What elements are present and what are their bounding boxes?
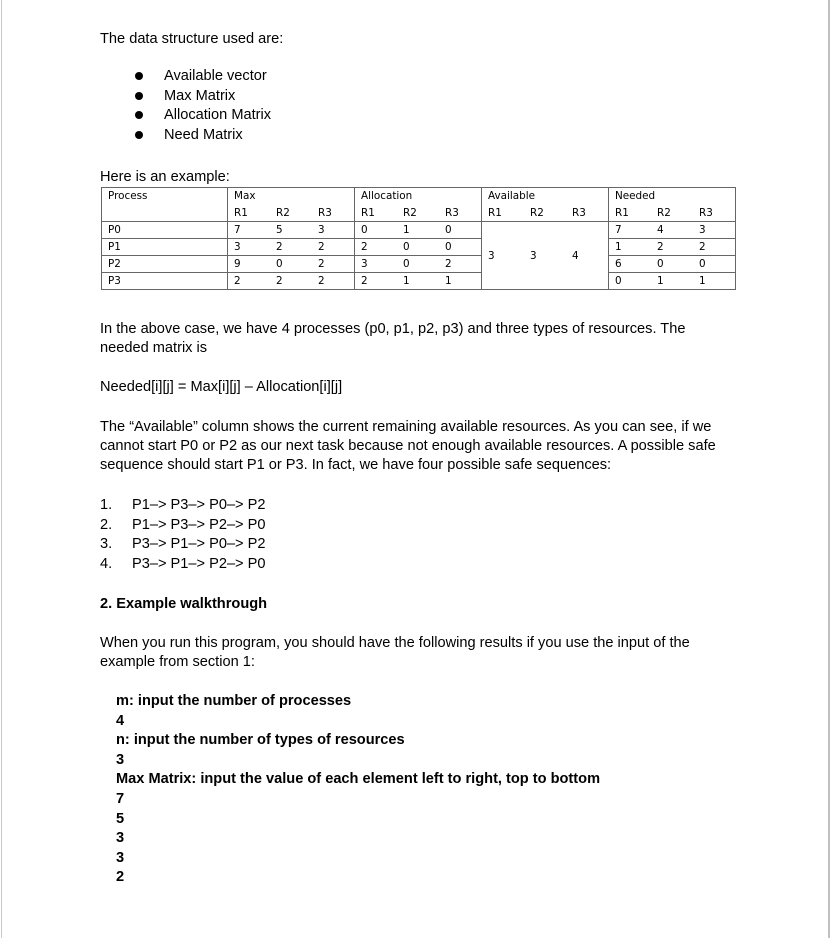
allocation-cells: 2 1 1 — [355, 273, 482, 290]
paragraph-2-line-2: cannot start P0 or P2 as our next task because not enough available resources. A possible safe — [100, 438, 716, 454]
example-label: Here is an example: — [100, 169, 230, 185]
list-item — [134, 67, 271, 87]
bullet-icon — [135, 92, 143, 100]
list-item — [100, 516, 265, 536]
allocation-cells: 0 1 0 — [355, 222, 482, 239]
paragraph-2-line-1: The “Available” column shows the current remaining available resources. As you can see, if we — [100, 419, 712, 435]
process-cell: P1 — [102, 239, 228, 256]
section-heading: 2. Example walkthrough — [100, 596, 268, 612]
console-line: 3 — [116, 751, 125, 768]
bullet-icon — [135, 111, 143, 119]
table-row — [102, 273, 736, 290]
console-line: 5 — [116, 810, 125, 827]
table-row — [102, 239, 736, 256]
list-item-label: Available vector — [164, 68, 267, 84]
process-header: Process — [102, 188, 228, 222]
needed-cells: 0 1 1 — [609, 273, 736, 290]
list-item-label: Allocation Matrix — [164, 107, 272, 124]
list-item — [134, 126, 271, 146]
needed-formula: Needed[i][j] = Max[i][j] – Allocation[i][j] — [100, 379, 343, 395]
sequence-text: P1–> P3–> P0–> P2 — [132, 497, 266, 513]
console-line: m: input the number of processes — [116, 693, 352, 709]
available-resource-headers: R1 R2 R3 — [482, 205, 609, 222]
list-item — [134, 87, 271, 107]
max-cells: 3 2 2 — [228, 239, 355, 256]
paragraph-1-line-2: needed matrix is — [100, 340, 208, 356]
console-line: 7 — [116, 790, 125, 807]
console-output — [116, 692, 600, 888]
paragraph-3-line-1: When you run this program, you should have the following results if you use the input of the — [100, 635, 690, 651]
max-header: Max — [228, 188, 355, 205]
needed-cells: 7 4 3 — [609, 222, 736, 239]
available-header: Available — [482, 188, 609, 205]
process-cell: P0 — [102, 222, 228, 239]
list-item — [134, 106, 271, 126]
available-cells: 3 3 4 — [482, 222, 609, 290]
safe-sequence-list — [100, 496, 265, 574]
bullet-icon — [135, 131, 143, 139]
paragraph-2-line-3: sequence should start P1 or P3. In fact, we have four possible safe sequences: — [100, 457, 612, 473]
needed-header: Needed — [609, 188, 736, 205]
list-number: 3. — [100, 536, 113, 553]
process-cell: P3 — [102, 273, 228, 290]
list-item-label: Max Matrix — [164, 87, 236, 104]
allocation-resource-headers: R1 R2 R3 — [355, 205, 482, 222]
allocation-cells: 2 0 0 — [355, 239, 482, 256]
max-cells: 2 2 2 — [228, 273, 355, 290]
paragraph-3-line-2: example from section 1: — [100, 654, 255, 670]
bullet-icon — [135, 72, 143, 80]
list-number: 1. — [100, 497, 113, 513]
data-structure-list — [134, 67, 271, 145]
allocation-cells: 3 0 2 — [355, 256, 482, 273]
console-line: 3 — [116, 849, 125, 866]
list-number: 2. — [100, 516, 113, 533]
console-line: n: input the number of types of resources — [116, 732, 405, 749]
needed-cells: 6 0 0 — [609, 256, 736, 273]
table-row — [102, 222, 736, 239]
console-line: 3 — [116, 830, 125, 847]
table-row — [102, 256, 736, 273]
paragraph-1-line-1: In the above case, we have 4 processes (p0, p1, p2, p3) and three types of resources. The — [100, 321, 686, 337]
max-cells: 9 0 2 — [228, 256, 355, 273]
list-item-label: Need Matrix — [164, 126, 243, 143]
needed-cells: 1 2 2 — [609, 239, 736, 256]
intro-text: The data structure used are: — [100, 31, 284, 47]
list-number: 4. — [100, 555, 113, 572]
list-item — [100, 535, 265, 555]
allocation-header: Allocation — [355, 188, 482, 205]
sequence-text: P3–> P1–> P2–> P0 — [132, 555, 266, 572]
list-item — [100, 496, 265, 516]
console-line: Max Matrix: input the value of each element left to right, top to bottom — [116, 771, 601, 788]
list-item — [100, 555, 265, 575]
max-cells: 7 5 3 — [228, 222, 355, 239]
console-line: 4 — [116, 712, 125, 729]
needed-resource-headers: R1 R2 R3 — [609, 205, 736, 222]
process-cell: P2 — [102, 256, 228, 273]
sequence-text: P1–> P3–> P2–> P0 — [132, 516, 266, 533]
console-line: 2 — [116, 869, 125, 886]
max-resource-headers: R1 R2 R3 — [228, 205, 355, 222]
bankers-example-table — [101, 187, 736, 290]
sequence-text: P3–> P1–> P0–> P2 — [132, 536, 266, 553]
